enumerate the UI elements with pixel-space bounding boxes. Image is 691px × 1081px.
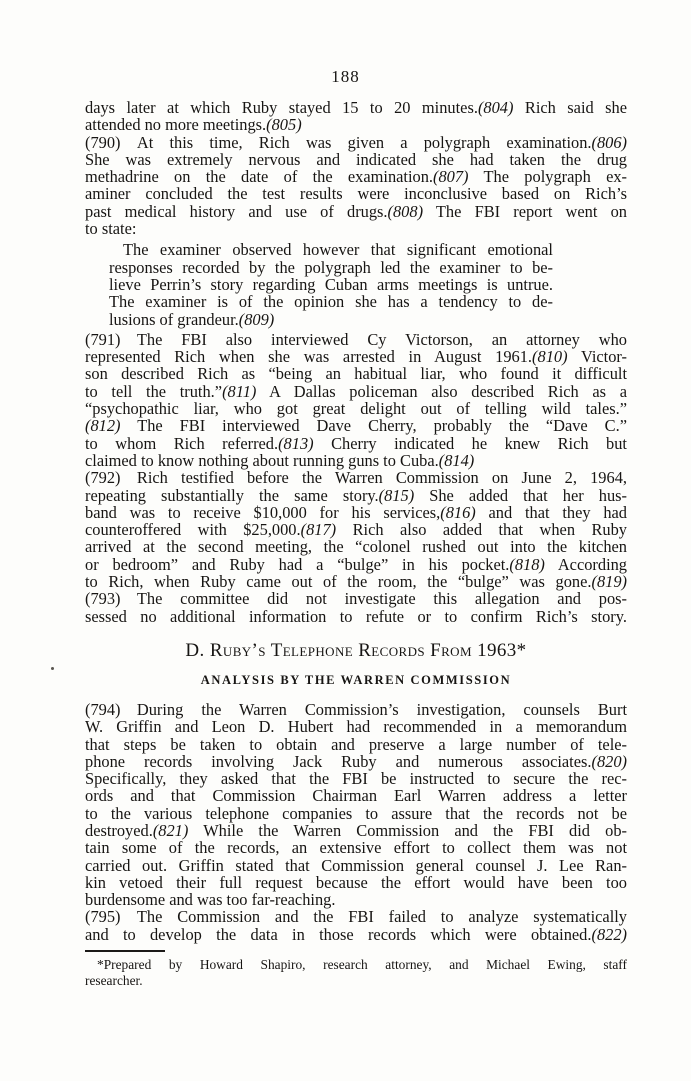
- text-line: band was to receive $10,000 for his services,(816) and that they had: [85, 502, 627, 522]
- text-line: researcher.: [85, 972, 143, 988]
- citation-number: (804): [477, 98, 514, 117]
- text-line: The examiner is of the opinion she has a tendency to de-: [109, 292, 553, 312]
- text-line: (790) At this time, Rich was given a polygraph examination.(806): [85, 132, 627, 152]
- page-number: 188: [331, 67, 360, 86]
- text-line: (794) During the Warren Commission’s investigation, counsels Burt: [85, 699, 627, 719]
- text-line: (792) Rich testified before the Warren Commission on June 2, 1964,: [85, 468, 627, 488]
- citation-number: (820): [591, 751, 627, 771]
- text-line: attended no more meetings.(805): [85, 115, 302, 135]
- text-line: to the various telephone companies to assure that the records not be: [85, 803, 627, 823]
- text-line: (812) The FBI interviewed Dave Cherry, probably the “Dave C.”: [85, 416, 627, 436]
- text-line: that steps be taken to obtain and preserve a large number of tele-: [85, 734, 627, 754]
- text-line: kin vetoed their full request because the effort would have been too: [85, 872, 627, 892]
- paragraph: [85, 331, 627, 469]
- citation-number: (816): [440, 502, 476, 522]
- citation-number: (811): [222, 381, 257, 401]
- section-subheading: ANALYSIS BY THE WARREN COMMISSION: [200, 672, 512, 687]
- citation-number: (815): [378, 485, 415, 505]
- citation-number: (807): [433, 167, 469, 187]
- text-line: repeating substantially the same story.(815) She added that her hus-: [85, 485, 627, 505]
- text-line: burdensome and was too far-reaching.: [85, 890, 336, 910]
- text-line: aminer concluded the test results were inconclusive based on Rich’s: [85, 184, 627, 204]
- paragraph: [85, 701, 627, 909]
- text-line: methadrine on the date of the examination.(807) The polygraph ex-: [85, 167, 627, 187]
- text-line: son described Rich as “being an habitual liar, who found it difficult: [85, 364, 627, 384]
- text-line: lusions of grandeur.(809): [109, 309, 275, 329]
- text-line: lieve Perrin’s story regarding Cuban arms meetings is untrue.: [109, 274, 553, 294]
- paragraph: [85, 469, 627, 590]
- text-line: arrived at the second meeting, the “colonel rushed out into the kitchen: [85, 537, 627, 557]
- text-line: days later at which Ruby stayed 15 to 20 minutes.(804) Rich said she: [85, 98, 627, 117]
- text-line: “psychopathic liar, who got great delight out of telling wild tales.”: [85, 399, 627, 419]
- scan-speck: [51, 667, 54, 670]
- blockquote: [109, 241, 553, 327]
- citation-number: (814): [438, 450, 475, 470]
- text-line: past medical history and use of drugs.(808) The FBI report went on: [85, 201, 627, 221]
- text-line: (793) The committee did not investigate this allegation and pos-: [85, 589, 627, 609]
- citation-number: (805): [266, 115, 302, 135]
- citation-number: (817): [300, 520, 337, 540]
- paragraph: [85, 590, 627, 625]
- text-line: (791) The FBI also interviewed Cy Victorson, an attorney who: [85, 329, 627, 349]
- citation-number: (813): [278, 433, 314, 453]
- citation-number: (806): [591, 132, 627, 152]
- text-line: responses recorded by the polygraph led the examiner to be-: [109, 257, 553, 277]
- citation-number: (812): [85, 416, 121, 436]
- text-line: The examiner observed however that significant emotional: [123, 240, 553, 260]
- text-line: to tell the truth.”(811) A Dallas policeman also described Rich as a: [85, 381, 627, 401]
- citation-number: (809): [238, 309, 275, 329]
- citation-number: (819): [591, 572, 627, 592]
- text-line: tain some of the records, an extensive effort to collect them was not: [85, 838, 627, 858]
- text-line: sessed no additional information to refute or to confirm Rich’s story.: [85, 606, 627, 626]
- text-line: to Rich, when Ruby came out of the room, the “bulge” was gone.(819): [85, 572, 627, 592]
- footnote: [85, 957, 627, 988]
- paragraph: [85, 134, 627, 238]
- text-body: [85, 99, 627, 988]
- text-line: She was extremely nervous and indicated she had taken the drug: [85, 149, 627, 169]
- text-line: W. Griffin and Leon D. Hubert had recommended in a memorandum: [85, 717, 627, 737]
- citation-number: (822): [591, 924, 627, 944]
- text-line: claimed to know nothing about running guns to Cuba.(814): [85, 450, 475, 470]
- text-line: destroyed.(821) While the Warren Commission and the FBI did ob-: [85, 820, 627, 840]
- footnote-rule: [85, 950, 165, 952]
- citation-number: (808): [387, 201, 424, 221]
- text-line: Specifically, they asked that the FBI be instructed to secure the rec-: [85, 769, 627, 789]
- text-line: phone records involving Jack Ruby and numerous associates.(820): [85, 751, 627, 771]
- text-line: carried out. Griffin stated that Commission general counsel J. Lee Ran-: [85, 855, 627, 875]
- text-line: and to develop the data in those records which were obtained.(822): [85, 924, 627, 944]
- section-heading: D. Ruby’s Telephone Records From 1963*: [185, 639, 527, 661]
- text-line: ords and that Commission Chairman Earl Warren address a letter: [85, 786, 627, 806]
- paragraph: [85, 908, 627, 943]
- paragraph: [85, 99, 627, 134]
- text-line: (795) The Commission and the FBI failed to analyze systematically: [85, 907, 627, 927]
- text-line: to whom Rich referred.(813) Cherry indicated he knew Rich but: [85, 433, 627, 453]
- citation-number: (818): [509, 554, 545, 574]
- text-line: represented Rich when she was arrested in August 1961.(810) Victor-: [85, 347, 628, 367]
- citation-number: (821): [152, 820, 189, 840]
- citation-number: (810): [532, 347, 568, 367]
- text-line: *Prepared by Howard Shapiro, research attorney, and Michael Ewing, staff: [97, 957, 627, 973]
- text-line: to state:: [85, 219, 137, 239]
- text-line: or bedroom” and Ruby had a “bulge” in his pocket.(818) According: [85, 554, 628, 574]
- text-line: counteroffered with $25,000.(817) Rich also added that when Ruby: [85, 520, 627, 540]
